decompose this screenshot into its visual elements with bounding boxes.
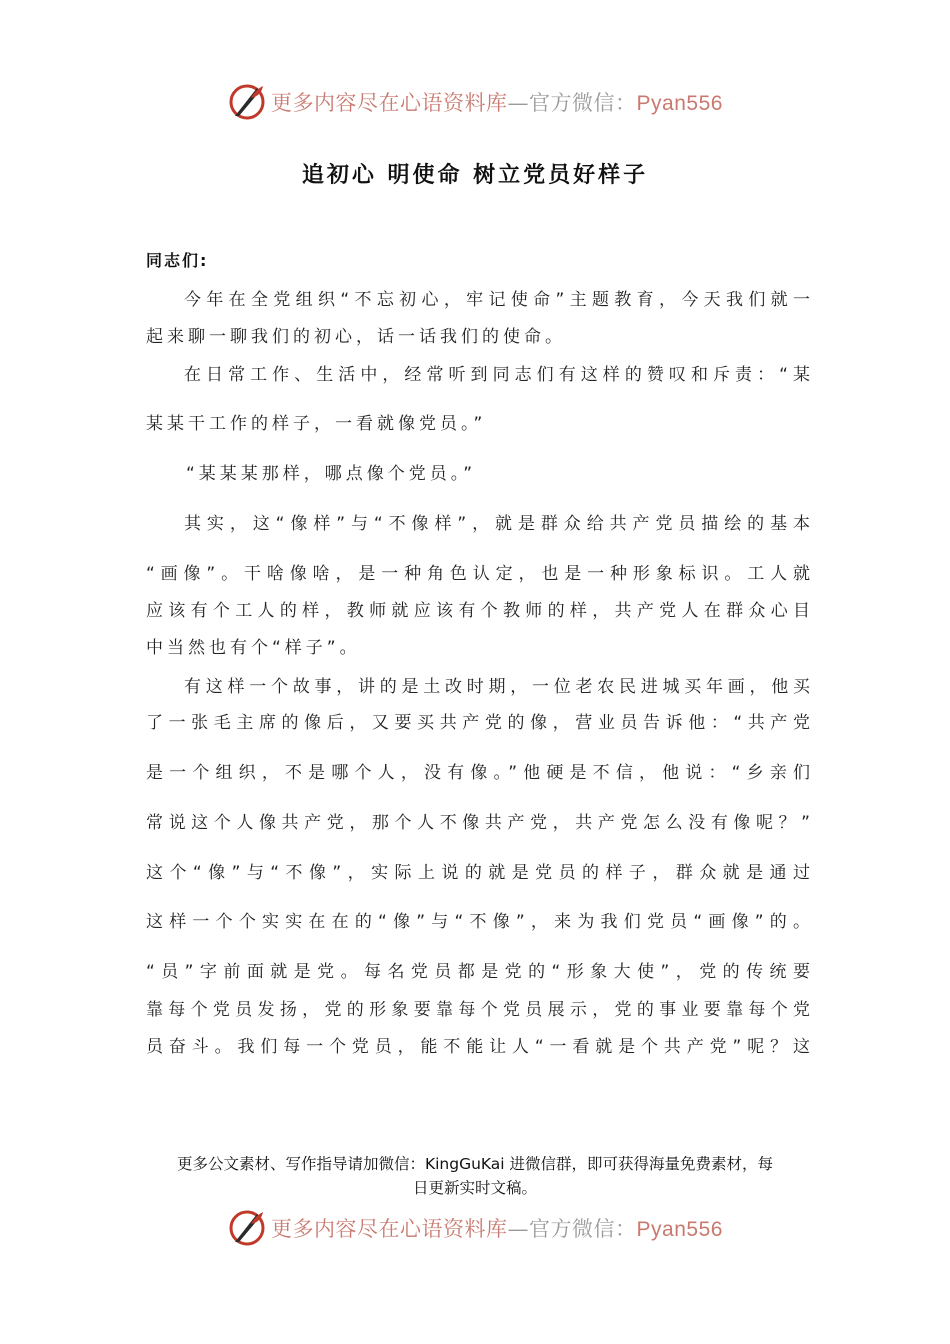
greeting: 同志们: bbox=[146, 251, 209, 270]
banner-text bbox=[271, 87, 723, 117]
footer-note bbox=[120, 1152, 830, 1200]
body-line: 这样一个个实实在在的“像”与“不像”，来为我们党员“画像”的。 bbox=[146, 912, 814, 932]
banner-main: 更多内容尽在心语资料库 bbox=[271, 1217, 508, 1241]
body-line: 这个“像”与“不像”，实际上说的就是党员的样子，群众就是通过 bbox=[146, 863, 814, 883]
body-line: 起来聊一聊我们的初心，话一话我们的使命。 bbox=[146, 327, 566, 347]
body-line: 是一个组织，不是哪个人，没有像。”他硬是不信，他说：“乡亲们 bbox=[146, 763, 814, 783]
quill-logo-icon bbox=[227, 82, 267, 122]
footer-line-1: 更多公文素材、写作指导请加微信：KingGuKai 进微信群，即可获得海量免费素材，每 bbox=[176, 1155, 774, 1173]
body-line: 应该有个工人的样，教师就应该有个教师的样，共产党人在群众心目 bbox=[146, 601, 814, 621]
banner-sub: 官方微信： bbox=[529, 1217, 637, 1241]
body-line: 今年在全党组织“不忘初心，牢记使命”主题教育，今天我们就一 bbox=[184, 290, 814, 310]
body-line: 中当然也有个“样子”。 bbox=[146, 638, 361, 658]
footer-banner bbox=[0, 1208, 950, 1248]
body-line: “员”字前面就是党。每名党员都是党的“形象大使”，党的传统要 bbox=[146, 962, 814, 982]
banner-wechat-id: Pyan556 bbox=[636, 1218, 723, 1241]
banner-wechat-id: Pyan556 bbox=[636, 92, 723, 115]
body-line: “某某某那样，哪点像个党员。” bbox=[186, 464, 477, 484]
header-banner bbox=[0, 82, 950, 122]
banner-dash: — bbox=[507, 91, 530, 115]
page-title: 追初心 明使命 树立党员好样子 bbox=[301, 163, 649, 188]
body-line: 靠每个党员发扬，党的形象要靠每个党员展示，党的事业要靠每个党 bbox=[146, 1000, 814, 1020]
banner-sub: 官方微信： bbox=[529, 91, 637, 115]
body-line: “画像”。干啥像啥，是一种角色认定，也是一种形象标识。工人就 bbox=[146, 564, 814, 584]
banner-main: 更多内容尽在心语资料库 bbox=[271, 91, 508, 115]
body-line: 其实，这“像样”与“不像样”，就是群众给共产党员描绘的基本 bbox=[184, 514, 814, 534]
body-line: 某某干工作的样子，一看就像党员。” bbox=[146, 414, 487, 434]
footer-line-2: 日更新实时文稿。 bbox=[412, 1179, 537, 1197]
body-line: 了一张毛主席的像后，又要买共产党的像，营业员告诉他：“共产党 bbox=[146, 713, 814, 733]
body-line: 员奋斗。我们每一个党员，能不能让人“一看就是个共产党”呢？这 bbox=[146, 1037, 814, 1057]
body-line: 常说这个人像共产党，那个人不像共产党，共产党怎么没有像呢？” bbox=[146, 813, 814, 833]
banner-dash: — bbox=[507, 1217, 530, 1241]
banner-text bbox=[271, 1213, 723, 1243]
body-line: 有这样一个故事，讲的是土改时期，一位老农民进城买年画，他买 bbox=[184, 677, 814, 697]
quill-logo-icon bbox=[227, 1208, 267, 1248]
body-line: 在日常工作、生活中，经常听到同志们有这样的赞叹和斥责：“某 bbox=[184, 365, 814, 385]
